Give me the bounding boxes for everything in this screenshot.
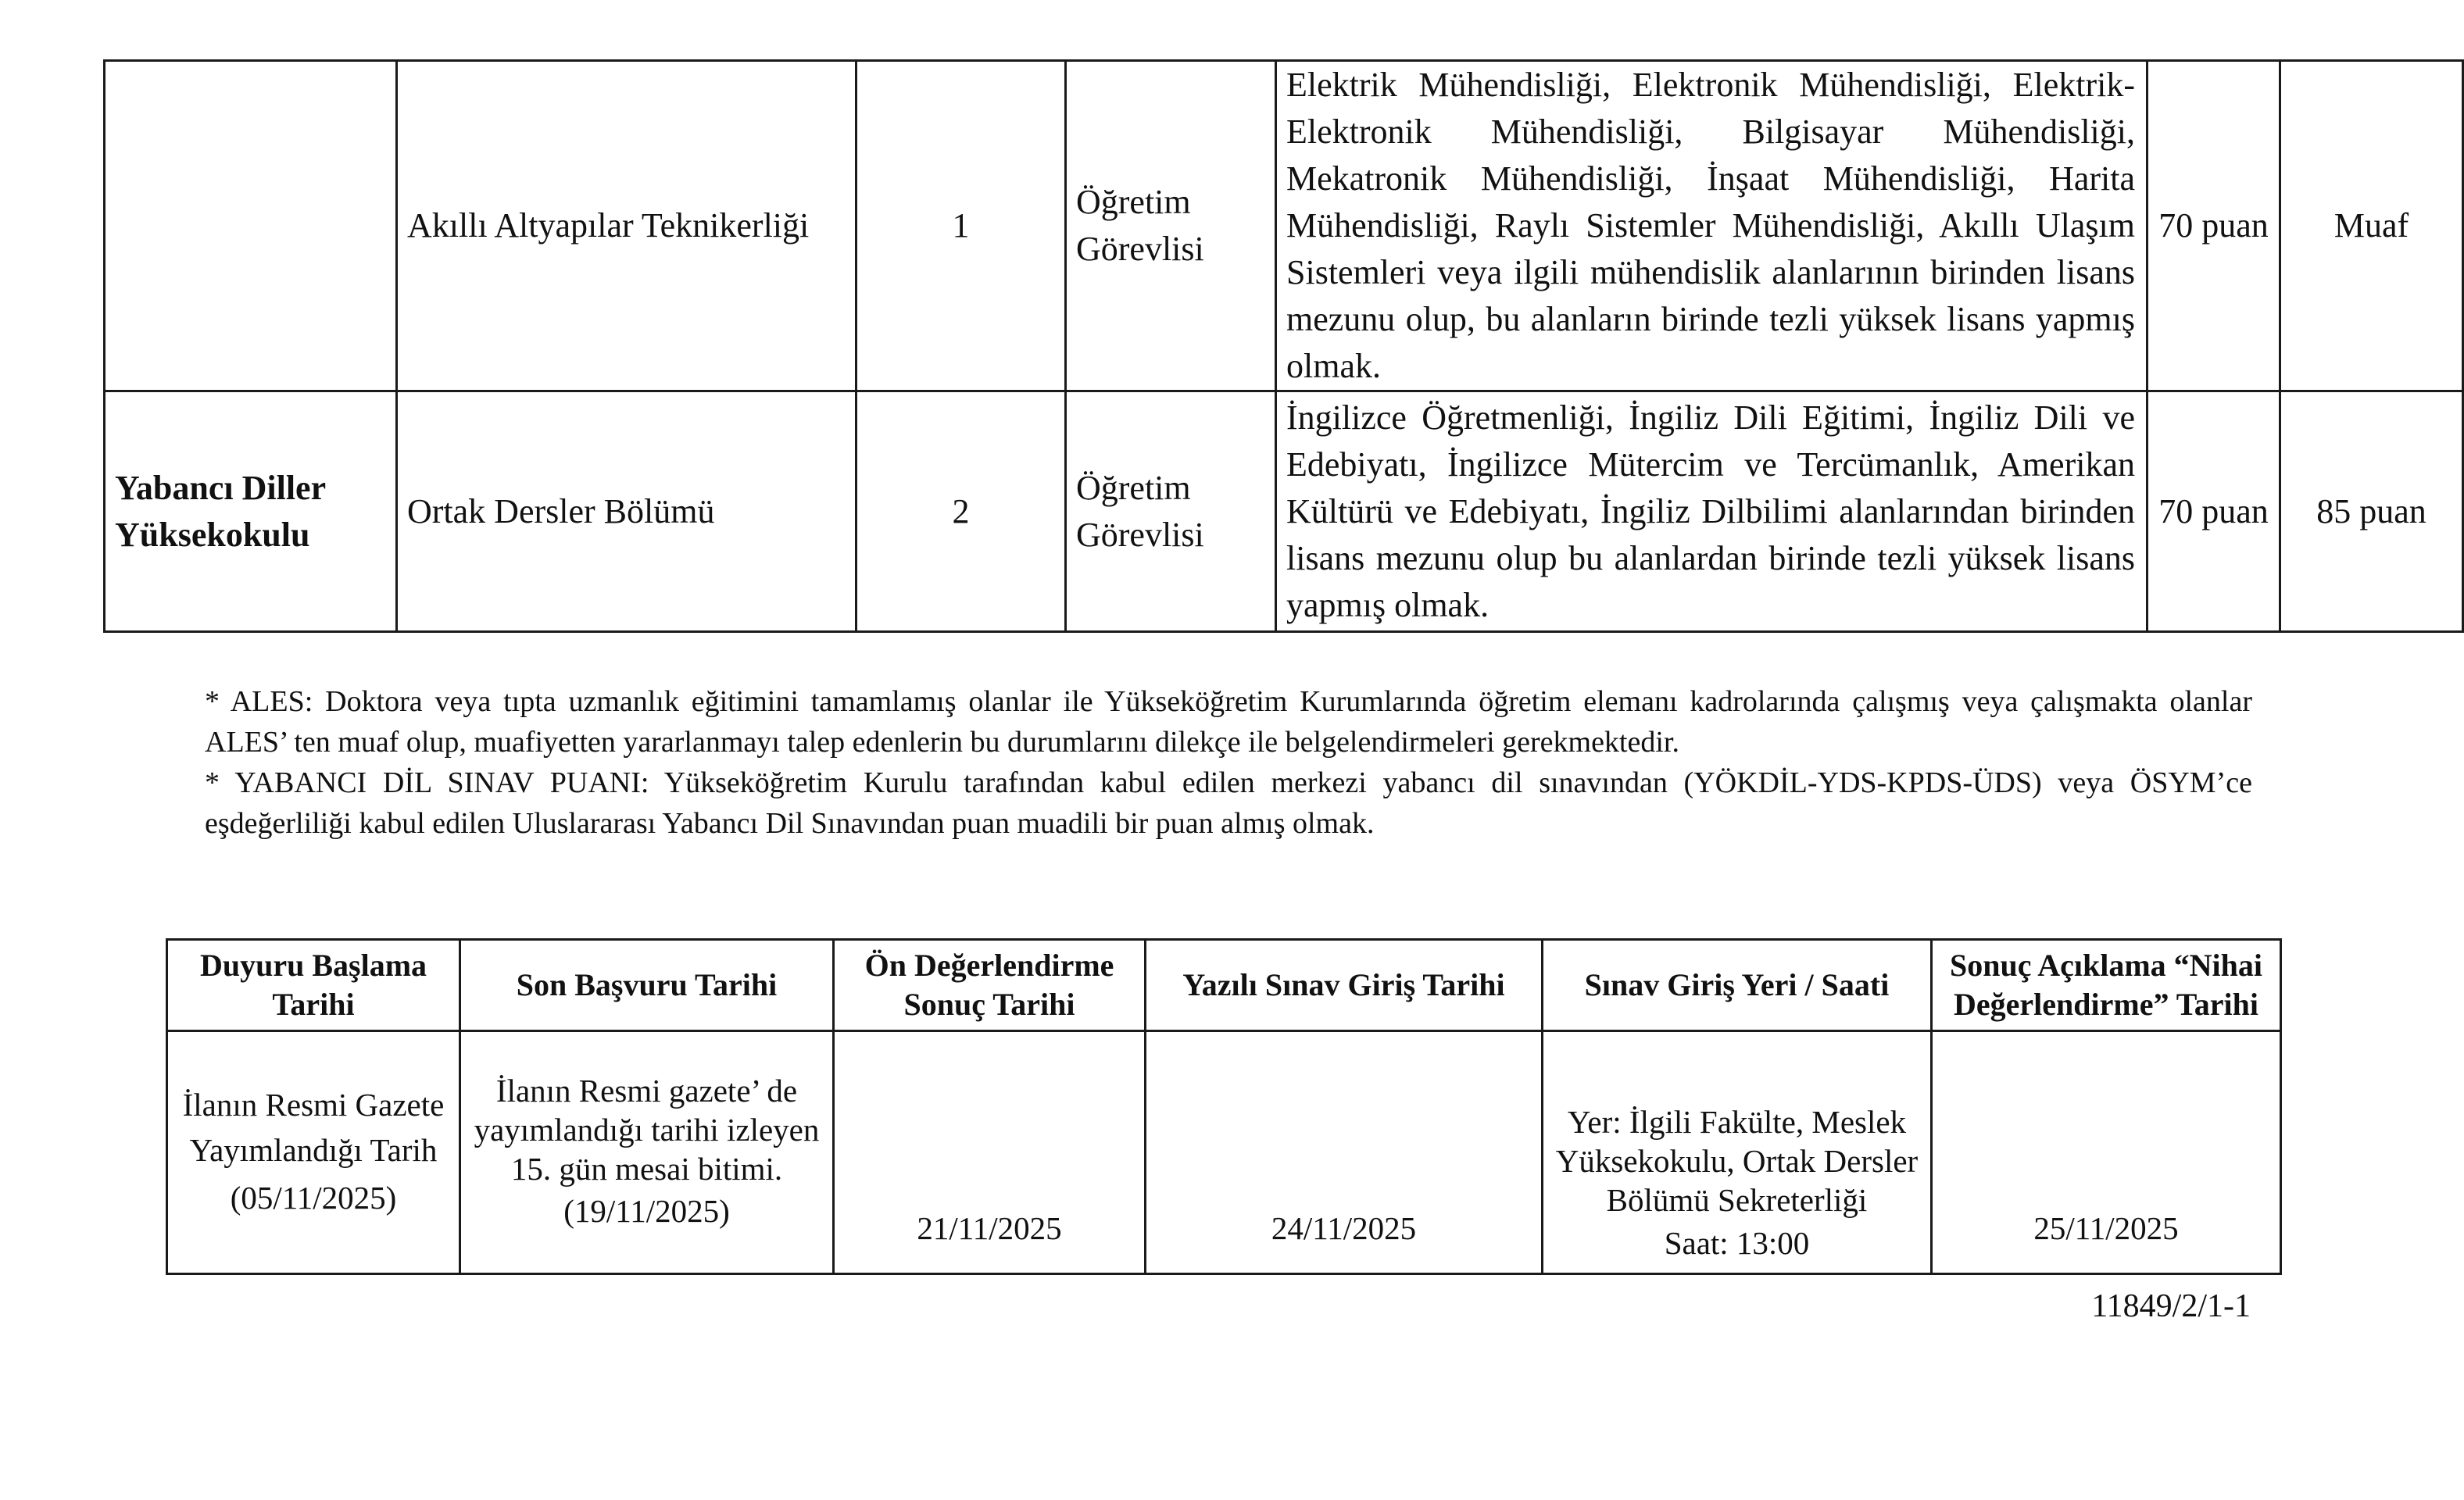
pre-evaluation-cell: 21/11/2025 [834, 1031, 1146, 1274]
language-score-cell: 85 puan [2280, 391, 2463, 632]
written-exam-cell: 24/11/2025 [1146, 1031, 1543, 1274]
exam-place-text: Yer: İlgili Fakülte, Meslek Yüksekokulu, Ortak Dersler Bölümü Sekreterliği [1555, 1104, 1919, 1218]
count-cell: 2 [856, 391, 1066, 632]
title-cell: Öğretim Görevlisi [1066, 61, 1276, 391]
positions-table [103, 59, 2464, 633]
unit-cell [105, 61, 397, 391]
ales-score-cell: 70 puan [2148, 61, 2280, 391]
header-exam-place-time: Sınav Giriş Yeri / Saati [1543, 940, 1932, 1031]
footnotes [205, 681, 2252, 844]
ales-score-cell: 70 puan [2148, 391, 2280, 632]
announcement-start-date: (05/11/2025) [230, 1180, 397, 1216]
header-written-exam: Yazılı Sınav Giriş Tarihi [1146, 940, 1543, 1031]
requirements-cell: İngilizce Öğretmenliği, İngiliz Dili Eğitimi, İngiliz Dili ve Edebiyatı, İngilizce Mütercim ve Tercümanlık, Amerikan Kültürü ve Edebiyatı, İngiliz Dilbilimi alanlarından birinden lisans mezunu olup bu alanlardan birinde tezli yüksek lisans yapmış olmak. [1276, 391, 2148, 632]
last-application-cell [460, 1031, 834, 1274]
count-cell: 1 [856, 61, 1066, 391]
department-cell: Ortak Dersler Bölümü [397, 391, 856, 632]
last-application-date: (19/11/2025) [563, 1193, 730, 1229]
header-last-application: Son Başvuru Tarihi [460, 940, 834, 1031]
exam-time-text: Saat: 13:00 [1664, 1225, 1810, 1261]
schedule-header-row [167, 940, 2281, 1031]
schedule-table [166, 938, 2282, 1275]
requirements-cell: Elektrik Mühendisliği, Elektronik Mühendisliği, Elektrik-Elektronik Mühendisliği, Bilgisayar Mühendisliği, Mekatronik Mühendisliği, İnşaat Mühendisliği, Harita Mühendisliği, Raylı Sistemler Mühendisliği, Akıllı Ulaşım Sistemleri veya ilgili mühendislik alanlarının birinden lisans mezunu olup, bu alanların birinde tezli yüksek lisans yapmış olmak. [1276, 61, 2148, 391]
header-pre-evaluation: Ön Değerlendirme Sonuç Tarihi [834, 940, 1146, 1031]
exam-place-time-cell [1543, 1031, 1932, 1274]
table-row [105, 61, 2463, 391]
announcement-start-cell [167, 1031, 460, 1274]
title-cell: Öğretim Görevlisi [1066, 391, 1276, 632]
document-reference: 11849/2/1-1 [2091, 1288, 2251, 1324]
department-cell: Akıllı Altyapılar Teknikerliği [397, 61, 856, 391]
table-row [105, 391, 2463, 632]
schedule-value-row [167, 1031, 2281, 1274]
language-score-cell: Muaf [2280, 61, 2463, 391]
header-final-results: Sonuç Açıklama “Nihai Değerlendirme” Tarihi [1932, 940, 2281, 1031]
header-announcement-start: Duyuru Başlama Tarihi [167, 940, 460, 1031]
unit-cell: Yabancı Diller Yüksekokulu [105, 391, 397, 632]
ales-note: * ALES: Doktora veya tıpta uzmanlık eğitimini tamamlamış olanlar ile Yükseköğretim Kurumlarında öğretim elemanı kadrolarında çalışmış veya çalışmakta olanlar ALES’ ten muaf olup, muafiyetten yararlanmayı talep edenlerin bu durumlarını dilekçe ile belgelendirmeleri gerekmektedir. [205, 685, 2252, 759]
language-exam-note: * YABANCI DİL SINAV PUANI: Yükseköğretim Kurulu tarafından kabul edilen merkezi yabancı dil sınavından (YÖKDİL-YDS-KPDS-ÜDS) veya ÖSYM’ce eşdeğerliliği kabul edilen Uluslararası Yabancı Dil Sınavından puan muadili bir puan almış olmak. [205, 766, 2252, 840]
last-application-text: İlanın Resmi gazete’ de yayımlandığı tarihi izleyen 15. gün mesai bitimi. [474, 1073, 820, 1187]
announcement-start-text: İlanın Resmi Gazete Yayımlandığı Tarih [182, 1087, 445, 1168]
final-results-cell: 25/11/2025 [1932, 1031, 2281, 1274]
